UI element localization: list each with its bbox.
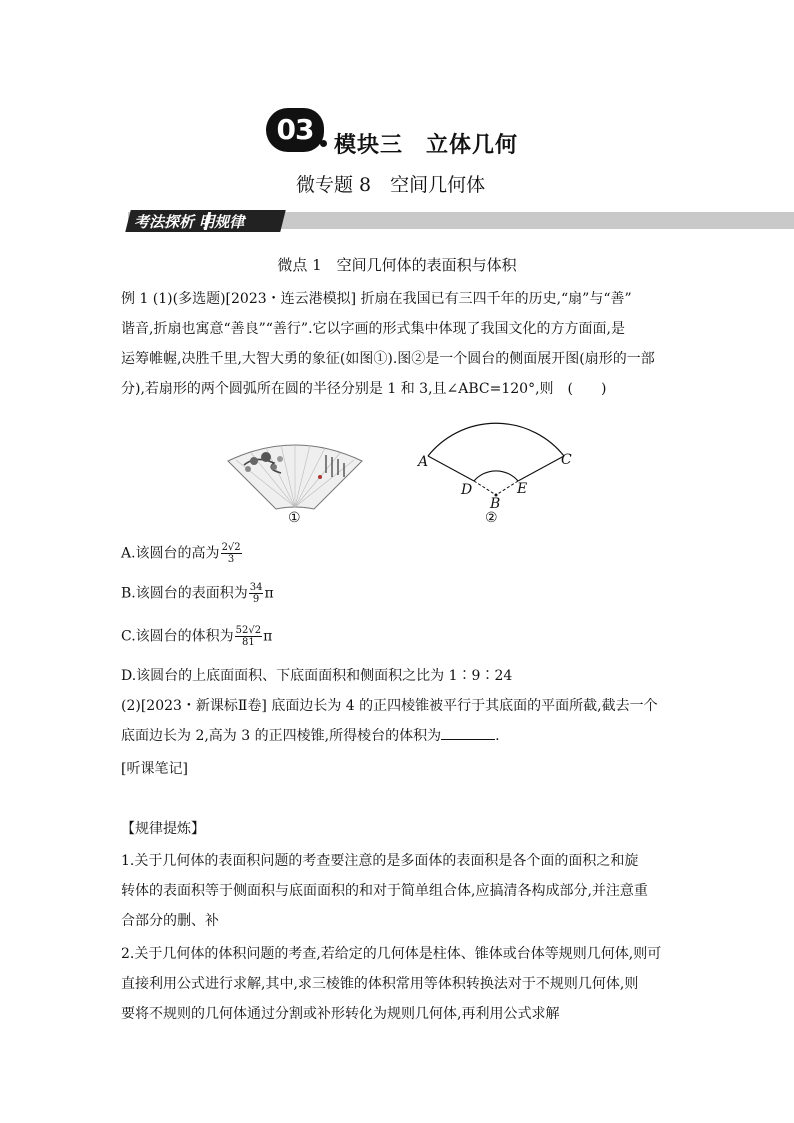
option-c-suffix: π xyxy=(263,628,273,645)
rules-line-4: 2.关于几何体的体积问题的考查,若给定的几何体是柱体、锥体或台体等规则几何体,则可 xyxy=(121,946,662,962)
section-banner-label xyxy=(134,211,244,232)
option-b-text: B.该圆台的表面积为 xyxy=(121,585,248,602)
option-c xyxy=(121,625,272,648)
answer-blank xyxy=(441,727,495,740)
badge-dot xyxy=(320,140,327,147)
example-line-2: 谐音,折扇也寓意“善良”“善行”.它以字画的形式集中体现了我国文化的方方面面,是 xyxy=(121,321,625,337)
module-title: 模块三 立体几何 xyxy=(334,133,519,158)
banner-left-label: 考法探析 xyxy=(134,213,195,231)
point-label-b: B xyxy=(490,496,501,512)
option-c-text: C.该圆台的体积为 xyxy=(121,628,234,645)
option-b-fraction xyxy=(249,582,264,605)
option-b-denominator: 9 xyxy=(252,594,260,605)
rules-line-2: 转体的表面积等于侧面积与底面面积的和对于简单组合体,应搞清各构成部分,并注意重 xyxy=(121,883,648,899)
rules-line-3: 合部分的删、补 xyxy=(121,913,219,929)
point-title: 微点 1 空间几何体的表面积与体积 xyxy=(277,256,517,274)
option-a-text: A.该圆台的高为 xyxy=(121,545,220,562)
rules-line-5: 直接利用公式进行求解,其中,求三棱锥的体积常用等体积转换法对于不规则几何体,则 xyxy=(121,976,639,992)
folding-fan-image xyxy=(226,443,364,513)
example-line-4: 分),若扇形的两个圆弧所在圆的半径分别是 1 和 3,且∠ABC=120°,则 ( ) xyxy=(121,381,607,397)
option-c-fraction xyxy=(235,625,262,648)
part-2-line-2 xyxy=(121,725,500,745)
rules-line-6: 要将不规则的几何体通过分割或补形转化为规则几何体,再利用公式求解 xyxy=(121,1006,560,1022)
part-2-line-1: (2)[2023・新课标Ⅱ卷] 底面边长为 4 的正四棱锥被平行于其底面的平面所截,截去一个 xyxy=(121,698,658,714)
option-a-numerator: 2√2 xyxy=(221,542,241,553)
point-label-c: C xyxy=(561,452,572,468)
option-a-denominator: 3 xyxy=(227,554,235,565)
point-label-a: A xyxy=(418,454,429,470)
option-b xyxy=(121,582,274,605)
part-2-line-2-text: 底面边长为 2,高为 3 的正四棱锥,所得棱台的体积为 xyxy=(121,728,442,744)
example-line-1: 例 1 (1)(多选题)[2023・连云港模拟] 折扇在我国已有三四千年的历史,“扇”与“善” xyxy=(121,291,632,307)
figure-1-caption: ① xyxy=(288,510,301,526)
option-b-suffix: π xyxy=(264,585,274,602)
option-c-numerator: 52√2 xyxy=(235,625,262,636)
option-b-numerator: 34 xyxy=(249,582,263,593)
option-d: D.该圆台的上底面面积、下底面面积和侧面积之比为 1∶9∶24 xyxy=(121,668,513,684)
module-number-badge: 03 xyxy=(266,108,324,152)
option-a xyxy=(121,542,243,565)
banner-right-label: 明规律 xyxy=(199,213,245,231)
option-a-fraction xyxy=(221,542,242,565)
point-label-e: E xyxy=(517,481,528,497)
example-line-3: 运筹帷幄,决胜千里,大智大勇的象征(如图①).图②是一个圆台的侧面展开图(扇形的一部 xyxy=(121,351,655,367)
point-label-d: D xyxy=(461,482,473,498)
rules-title: 【规律提炼】 xyxy=(121,821,205,837)
option-c-denominator: 81 xyxy=(242,637,255,648)
notes-label: [听课笔记] xyxy=(121,761,188,777)
rules-line-1: 1.关于几何体的表面积问题的考查要注意的是多面体的表面积是各个面的面积之和旋 xyxy=(121,853,639,869)
figure-2-caption: ② xyxy=(485,510,498,526)
part-2-end: . xyxy=(495,728,500,744)
topic-subtitle: 微专题 8 空间几何体 xyxy=(296,174,486,196)
